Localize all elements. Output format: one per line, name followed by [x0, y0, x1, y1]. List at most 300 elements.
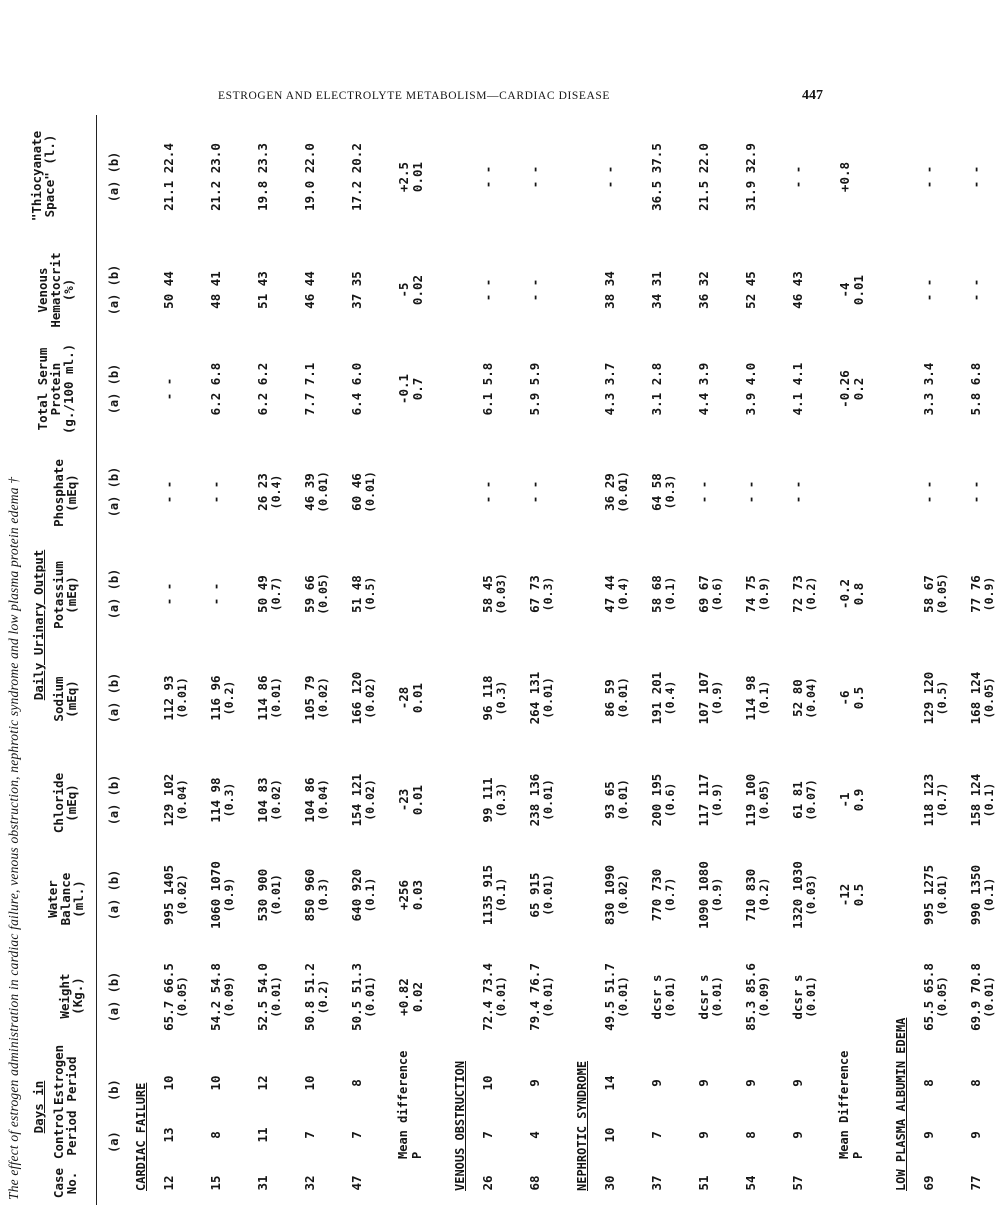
table-cell-b: 10: [208, 1075, 223, 1091]
table-cell-th: 21.1 22.4: [161, 143, 176, 211]
table-cell-case: 47: [349, 1175, 364, 1191]
table-cell-wt: 79.4 76.7: [527, 963, 542, 1031]
header-protein: Total Serum Protein (g./100 ml.): [35, 343, 76, 435]
table-cell-wa-p: (0.01): [541, 874, 555, 916]
table-cell-k-p: (0.7): [269, 576, 283, 612]
table-cell-cl-p: (0.3): [494, 782, 508, 818]
table-cell-wt: 52.5 54.0: [255, 963, 270, 1031]
label-a: (a): [107, 1131, 121, 1153]
mean-na: -28: [396, 686, 411, 710]
table-cell-a: 7: [480, 1131, 495, 1139]
table-cell-k-p: (0.4): [616, 576, 630, 612]
table-cell-na-p: (0.01): [175, 677, 189, 719]
table-cell-cl-p: (0.9): [710, 782, 724, 818]
table-cell-k-p: (0.2): [804, 576, 818, 612]
table-cell-na: 86 59: [602, 679, 617, 717]
table-cell-th: 17.2 20.2: [349, 143, 364, 211]
mean-pr: -0.1: [396, 373, 411, 405]
table-cell-pr: 3.1 2.8: [649, 362, 664, 416]
table-cell-th: 19.8 23.3: [255, 143, 270, 211]
mean-label: Mean difference: [396, 1050, 410, 1159]
table-cell-wa: 640 920: [349, 868, 364, 922]
section-title: NEPHROTIC SYNDROME: [575, 1060, 589, 1191]
table-cell-wa: 770 730: [649, 868, 664, 922]
table-cell-a: 9: [696, 1131, 711, 1139]
mean-cl: -1: [837, 792, 852, 808]
table-cell-ph: - -: [921, 480, 936, 504]
table-cell-cl-p: (0.3): [222, 782, 236, 818]
table-cell-pr: 5.9 5.9: [527, 362, 542, 416]
table-cell-ph: - -: [208, 480, 223, 504]
table-cell-na-p: (0.1): [757, 680, 771, 716]
label-ab-cl: (a) (b): [107, 774, 121, 826]
table-cell-pr: 6.2 6.2: [255, 362, 270, 416]
table-cell-cl: 114 98: [208, 777, 223, 823]
header-sodium: Sodium (mEq): [51, 676, 79, 722]
table-cell-wt-p: (0.01): [710, 976, 724, 1018]
table-cell-wa-p: (0.03): [804, 874, 818, 916]
table-cell-wa-p: (0.3): [316, 877, 330, 913]
table-cell-ph: - -: [743, 480, 758, 504]
table-cell-b: 12: [255, 1075, 270, 1091]
table-cell-a: 8: [208, 1131, 223, 1139]
mean-wt-p: 0.02: [410, 981, 425, 1013]
table-cell-k: 58 68: [649, 575, 664, 613]
table-cell-cl: 104 86: [302, 777, 317, 823]
table-cell-b: 9: [743, 1079, 758, 1087]
table-cell-wt-p: (0.05): [935, 976, 949, 1018]
table-caption: The effect of estrogen administration in cardiac failure, venous obstruction, nephrotic syndrome and low plasma protein edema †: [6, 476, 21, 1200]
mean-hc-p: 0.02: [410, 274, 425, 306]
table-cell-k-p: (0.05): [316, 573, 330, 615]
table-cell-th: 21.2 23.0: [208, 143, 223, 211]
table-cell-wa: 65 915: [527, 872, 542, 918]
table-cell-wt-p: (0.2): [316, 979, 330, 1015]
table-cell-case: 57: [790, 1175, 805, 1191]
table-cell-ph: - -: [161, 480, 176, 504]
table-cell-wa: 530 900: [255, 868, 270, 922]
table-cell-hc: 50 44: [161, 271, 176, 309]
table-cell-cl: 118 123: [921, 773, 936, 827]
mean-na-p: 0.5: [851, 686, 866, 710]
table-cell-ph-p: (0.01): [316, 471, 330, 513]
table-cell-cl: 93 65: [602, 781, 617, 819]
table-cell-pr: 5.8 6.8: [968, 362, 983, 416]
table-cell-na-p: (0.01): [541, 677, 555, 719]
table-cell-wt: 49.5 51.7: [602, 963, 617, 1031]
table-cell-na: 114 86: [255, 675, 270, 721]
table-cell-case: 32: [302, 1175, 317, 1191]
label-ab-k: (a) (b): [107, 568, 121, 620]
table-cell-b: 10: [161, 1075, 176, 1091]
mean-na: -6: [837, 690, 852, 706]
header-water: Water Balance (ml.): [45, 872, 86, 926]
table-cell-na-p: (0.05): [982, 677, 996, 719]
table-cell-wa: 830 1090: [602, 864, 617, 926]
table-cell-b: 9: [696, 1079, 711, 1087]
table-cell-th: - -: [968, 165, 983, 189]
header-thiocyanate: "Thiocyanate Space" (l.): [29, 130, 57, 222]
table-cell-cl: 104 83: [255, 777, 270, 823]
table-cell-wt: 72.4 73.4: [480, 963, 495, 1031]
table-cell-case: 69: [921, 1175, 936, 1191]
table-cell-cl: 99 111: [480, 777, 495, 823]
table-cell-b: 10: [302, 1075, 317, 1091]
table-cell-cl-p: (0.6): [663, 782, 677, 818]
table-cell-wt-p: (0.01): [982, 976, 996, 1018]
table-cell-hc: 37 35: [349, 271, 364, 309]
table-cell-hc: 38 34: [602, 271, 617, 309]
table-cell-hc: - -: [968, 278, 983, 302]
table-cell-pr: - -: [161, 377, 176, 401]
table-cell-wt-p: (0.09): [222, 976, 236, 1018]
mean-pr-p: 0.2: [851, 377, 866, 401]
table-cell-th: - -: [480, 165, 495, 189]
table-cell-na: 191 201: [649, 671, 664, 725]
header-case: Case No.: [51, 1167, 79, 1199]
table-cell-b: 9: [649, 1079, 664, 1087]
table-cell-na-p: (0.9): [710, 680, 724, 716]
table-cell-na: 114 98: [743, 675, 758, 721]
table-cell-wa-p: (0.1): [363, 877, 377, 913]
table-cell-wa: 995 1275: [921, 864, 936, 926]
table-cell-wa: 1320 1030: [790, 861, 805, 929]
table-cell-cl-p: (0.05): [757, 779, 771, 821]
table-cell-a: 7: [302, 1131, 317, 1139]
table-cell-pr: 3.3 3.4: [921, 362, 936, 416]
table-cell-ph: - -: [696, 480, 711, 504]
table-cell-k: 58 67: [921, 575, 936, 613]
table-cell-case: 31: [255, 1175, 270, 1191]
table-cell-th: 31.9 32.9: [743, 143, 758, 211]
table-cell-hc: - -: [480, 278, 495, 302]
table-cell-pr: 4.4 3.9: [696, 362, 711, 416]
table-cell-wt-p: (0.09): [757, 976, 771, 1018]
table-cell-na: 129 120: [921, 671, 936, 725]
table-cell-th: - -: [527, 165, 542, 189]
table-cell-pr: 7.7 7.1: [302, 362, 317, 416]
label-ab-th: (a) (b): [107, 151, 121, 203]
mean-th: +0.8: [837, 161, 852, 193]
table-cell-k: 47 44: [602, 575, 617, 613]
table-cell-wt: 85.3 85.6: [743, 963, 758, 1031]
table-cell-case: 54: [743, 1175, 758, 1191]
table-cell-case: 15: [208, 1175, 223, 1191]
header-chloride: Chloride (mEq): [51, 772, 79, 834]
mean-pr-p: 0.7: [410, 377, 425, 401]
table-cell-th: 19.0 22.0: [302, 143, 317, 211]
table-cell-na-p: (0.3): [494, 680, 508, 716]
table-cell-th: - -: [790, 165, 805, 189]
table-cell-na: 116 96: [208, 675, 223, 721]
table-cell-na-p: (0.02): [316, 677, 330, 719]
table-cell-a: 9: [968, 1131, 983, 1139]
table-cell-k-p: (0.9): [757, 576, 771, 612]
table-cell-pr: 6.4 6.0: [349, 362, 364, 416]
table-cell-a: 4: [527, 1131, 542, 1139]
table-cell-k: 69 67: [696, 575, 711, 613]
table-cell-th: - -: [921, 165, 936, 189]
header-phosphate: Phosphate (mEq): [51, 459, 79, 527]
table-cell-pr: 6.1 5.8: [480, 362, 495, 416]
header-rule: [96, 115, 97, 1205]
header-estrogen: Estrogen Period: [51, 1044, 79, 1105]
table-cell-b: 10: [480, 1075, 495, 1091]
table-cell-cl: 119 100: [743, 773, 758, 827]
table-cell-hc: 46 44: [302, 271, 317, 309]
table-cell-wa-p: (0.02): [616, 874, 630, 916]
table-cell-na-p: (0.5): [935, 680, 949, 716]
table-cell-wa: 850 960: [302, 868, 317, 922]
table-cell-k-p: (0.3): [541, 576, 555, 612]
table-cell-na-p: (0.01): [616, 677, 630, 719]
table-cell-b: 8: [349, 1079, 364, 1087]
table-cell-na-p: (0.2): [222, 680, 236, 716]
table-cell-na: 96 118: [480, 675, 495, 721]
mean-hc: -5: [396, 282, 411, 298]
table-cell-wt-p: (0.01): [804, 976, 818, 1018]
table-cell-hc: - -: [527, 278, 542, 302]
table-cell-hc: 36 32: [696, 271, 711, 309]
table-cell-wt-p: (0.05): [175, 976, 189, 1018]
table-cell-ph: - -: [968, 480, 983, 504]
table-cell-ph: 60 46: [349, 473, 364, 511]
header-control: Control Period: [51, 1106, 79, 1159]
table-cell-cl-p: (0.7): [935, 782, 949, 818]
mean-cl: -23: [396, 788, 411, 812]
table-cell-k: 77 76: [968, 575, 983, 613]
table-cell-ph-p: (0.01): [616, 471, 630, 513]
table-cell-cl-p: (0.1): [982, 782, 996, 818]
table-cell-wt: 50.8 51.2: [302, 963, 317, 1031]
table-cell-pr: 4.1 4.1: [790, 362, 805, 416]
table-cell-wa-p: (0.01): [269, 874, 283, 916]
table-cell-cl-p: (0.02): [269, 779, 283, 821]
mean-cl-p: 0.01: [410, 784, 425, 816]
table-cell-wt-p: (0.01): [494, 976, 508, 1018]
section-title: CARDIAC FAILURE: [134, 1082, 148, 1191]
table-cell-a: 10: [602, 1127, 617, 1143]
table-cell-wa-p: (0.9): [710, 877, 724, 913]
table-cell-b: 8: [921, 1079, 936, 1087]
label-ab-ph: (a) (b): [107, 466, 121, 518]
table-cell-th: 36.5 37.5: [649, 143, 664, 211]
table-cell-k: 51 48: [349, 575, 364, 613]
table-cell-wt: 69.9 70.8: [968, 963, 983, 1031]
mean-hc-p: 0.01: [851, 274, 866, 306]
mean-na-p: 0.01: [410, 682, 425, 714]
table-cell-cl: 238 136: [527, 773, 542, 827]
table-cell-cl: 129 102: [161, 773, 176, 827]
label-ab-wt: (a) (b): [107, 971, 121, 1023]
table-cell-wa: 990 1350: [968, 864, 983, 926]
mean-th: +2.5: [396, 161, 411, 193]
table-cell-hc: 48 41: [208, 271, 223, 309]
table-cell-ph: 46 39: [302, 473, 317, 511]
table-cell-b: 8: [968, 1079, 983, 1087]
label-ab-wa: (a) (b): [107, 869, 121, 921]
table-cell-wa-p: (0.1): [982, 877, 996, 913]
table-cell-a: 7: [649, 1131, 664, 1139]
mean-cl-p: 0.9: [851, 788, 866, 812]
table-cell-na-p: (0.04): [804, 677, 818, 719]
table-cell-cl: 200 195: [649, 773, 664, 827]
table-cell-ph: 26 23: [255, 473, 270, 511]
table-cell-wa: 995 1405: [161, 864, 176, 926]
table-cell-cl-p: (0.02): [363, 779, 377, 821]
table-cell-wt: 65.5 65.8: [921, 963, 936, 1031]
table-cell-hc: 46 43: [790, 271, 805, 309]
table-cell-na: 107 107: [696, 671, 711, 725]
label-ab-na: (a) (b): [107, 672, 121, 724]
header-hematocrit: Venous Hematocrit (%): [35, 252, 76, 328]
table-cell-k-p: (0.6): [710, 576, 724, 612]
table-cell-wa: 1060 1070: [208, 861, 223, 929]
header-potassium: Potassium (mEq): [51, 561, 79, 629]
table-cell-wt-p: (0.01): [363, 976, 377, 1018]
mean-wa: +256: [396, 879, 411, 911]
table-cell-na: 168 124: [968, 671, 983, 725]
table-cell-case: 26: [480, 1175, 495, 1191]
p-label: P: [851, 1151, 865, 1159]
table-cell-ph-p: (0.3): [663, 474, 677, 510]
table-cell-na-p: (0.02): [363, 677, 377, 719]
table-cell-ph: - -: [790, 480, 805, 504]
table-cell-na: 166 120: [349, 671, 364, 725]
table-cell-k: - -: [161, 582, 176, 606]
table-cell-cl: 61 81: [790, 781, 805, 819]
mean-th-p: 0.01: [410, 161, 425, 193]
table-cell-th: 21.5 22.0: [696, 143, 711, 211]
table-cell-hc: 51 43: [255, 271, 270, 309]
table-cell-k-p: (0.9): [982, 576, 996, 612]
table-cell-ph-p: (0.01): [363, 471, 377, 513]
table-cell-wa-p: (0.7): [663, 877, 677, 913]
table-cell-case: 37: [649, 1175, 664, 1191]
table-cell-a: 7: [349, 1131, 364, 1139]
table-cell-a: 9: [921, 1131, 936, 1139]
page-number: 447: [802, 88, 823, 103]
table-cell-a: 9: [790, 1131, 805, 1139]
header-days-in: Days in: [31, 1080, 46, 1134]
table-cell-case: 30: [602, 1175, 617, 1191]
table-cell-ph-p: (0.4): [269, 474, 283, 510]
table-cell-k-p: (0.5): [363, 576, 377, 612]
table-cell-wa-p: (0.9): [222, 877, 236, 913]
label-b: (b): [107, 1079, 121, 1101]
table-cell-wt: 50.5 51.3: [349, 963, 364, 1031]
table-cell-cl-p: (0.07): [804, 779, 818, 821]
table-cell-wa: 1135 915: [480, 864, 495, 926]
mean-k-p: 0.8: [851, 582, 866, 606]
table-cell-case: 51: [696, 1175, 711, 1191]
table-cell-k-p: (0.03): [494, 573, 508, 615]
table-cell-cl: 117 117: [696, 773, 711, 827]
table-cell-cl-p: (0.04): [316, 779, 330, 821]
table-cell-b: 9: [790, 1079, 805, 1087]
table-cell-wt: 54.2 54.8: [208, 963, 223, 1031]
table-cell-wa-p: (0.2): [757, 877, 771, 913]
table-cell-cl-p: (0.01): [541, 779, 555, 821]
mean-pr: -0.26: [837, 370, 852, 408]
table-cell-ph: - -: [480, 480, 495, 504]
rotated-table: [0, 105, 996, 1205]
table-cell-hc: 34 31: [649, 271, 664, 309]
table-cell-hc: 52 45: [743, 271, 758, 309]
table-cell-k: - -: [208, 582, 223, 606]
table-cell-ph: - -: [527, 480, 542, 504]
table-cell-na: 264 131: [527, 671, 542, 725]
mean-k: -0.2: [837, 578, 852, 610]
table-cell-ph: 64 58: [649, 473, 664, 511]
table-cell-wt-p: (0.01): [541, 976, 555, 1018]
label-ab-hc: (a) (b): [107, 264, 121, 316]
header-daily-output: Daily Urinary Output: [31, 549, 46, 701]
table-cell-wa-p: (0.1): [494, 877, 508, 913]
mean-hc: -4: [837, 282, 852, 298]
section-title: VENOUS OBSTRUCTION: [453, 1060, 467, 1191]
table-cell-case: 68: [527, 1175, 542, 1191]
table-cell-na-p: (0.01): [269, 677, 283, 719]
table-cell-wa-p: (0.02): [175, 874, 189, 916]
table-cell-wt-p: (0.01): [663, 976, 677, 1018]
table-cell-case: 12: [161, 1175, 176, 1191]
table-cell-k: 74 75: [743, 575, 758, 613]
table-cell-ph: 36 29: [602, 473, 617, 511]
table-cell-a: 11: [255, 1127, 270, 1143]
table-cell-cl: 154 121: [349, 773, 364, 827]
table-cell-wa: 1090 1080: [696, 861, 711, 929]
label-ab-pr: (a) (b): [107, 363, 121, 415]
table-cell-a: 8: [743, 1131, 758, 1139]
table-cell-cl-p: (0.04): [175, 779, 189, 821]
table-cell-na: 52 80: [790, 679, 805, 717]
mean-wa-p: 0.5: [851, 883, 866, 907]
table-cell-wa: 710 830: [743, 868, 758, 922]
table-cell-k-p: (0.05): [935, 573, 949, 615]
table-cell-cl: 158 124: [968, 773, 983, 827]
table-cell-k: 50 49: [255, 575, 270, 613]
table-cell-pr: 3.9 4.0: [743, 362, 758, 416]
table-cell-na: 112 93: [161, 675, 176, 721]
mean-wa: -12: [837, 883, 852, 907]
table-cell-cl-p: (0.01): [616, 779, 630, 821]
table-cell-b: 9: [527, 1079, 542, 1087]
table-cell-k: 67 73: [527, 575, 542, 613]
table-cell-wt: dcsr s: [790, 974, 805, 1020]
running-head: ESTROGEN AND ELECTROLYTE METABOLISM—CARDIAC DISEASE: [218, 90, 611, 102]
p-label: P: [410, 1151, 424, 1159]
table-cell-wa-p: (0.01): [935, 874, 949, 916]
table-cell-k: 72 73: [790, 575, 805, 613]
table-cell-pr: 6.2 6.8: [208, 362, 223, 416]
table-cell-pr: 4.3 3.7: [602, 362, 617, 416]
table-cell-wt: dcsr s: [696, 974, 711, 1020]
table-cell-th: - -: [602, 165, 617, 189]
table-cell-wt: 65.7 66.5: [161, 963, 176, 1031]
table-cell-wt-p: (0.01): [616, 976, 630, 1018]
table-cell-wt-p: (0.01): [269, 976, 283, 1018]
table-cell-hc: - -: [921, 278, 936, 302]
header-weight: Weight (Kg.): [57, 973, 85, 1019]
mean-wa-p: 0.03: [410, 879, 425, 911]
mean-wt: +0.82: [396, 978, 411, 1016]
section-title: LOW PLASMA ALBUMIN EDEMA: [894, 1017, 908, 1191]
mean-label: Mean Difference: [837, 1050, 851, 1159]
table-cell-na-p: (0.4): [663, 680, 677, 716]
table-cell-k: 58 45: [480, 575, 495, 613]
table-cell-k: 59 66: [302, 575, 317, 613]
